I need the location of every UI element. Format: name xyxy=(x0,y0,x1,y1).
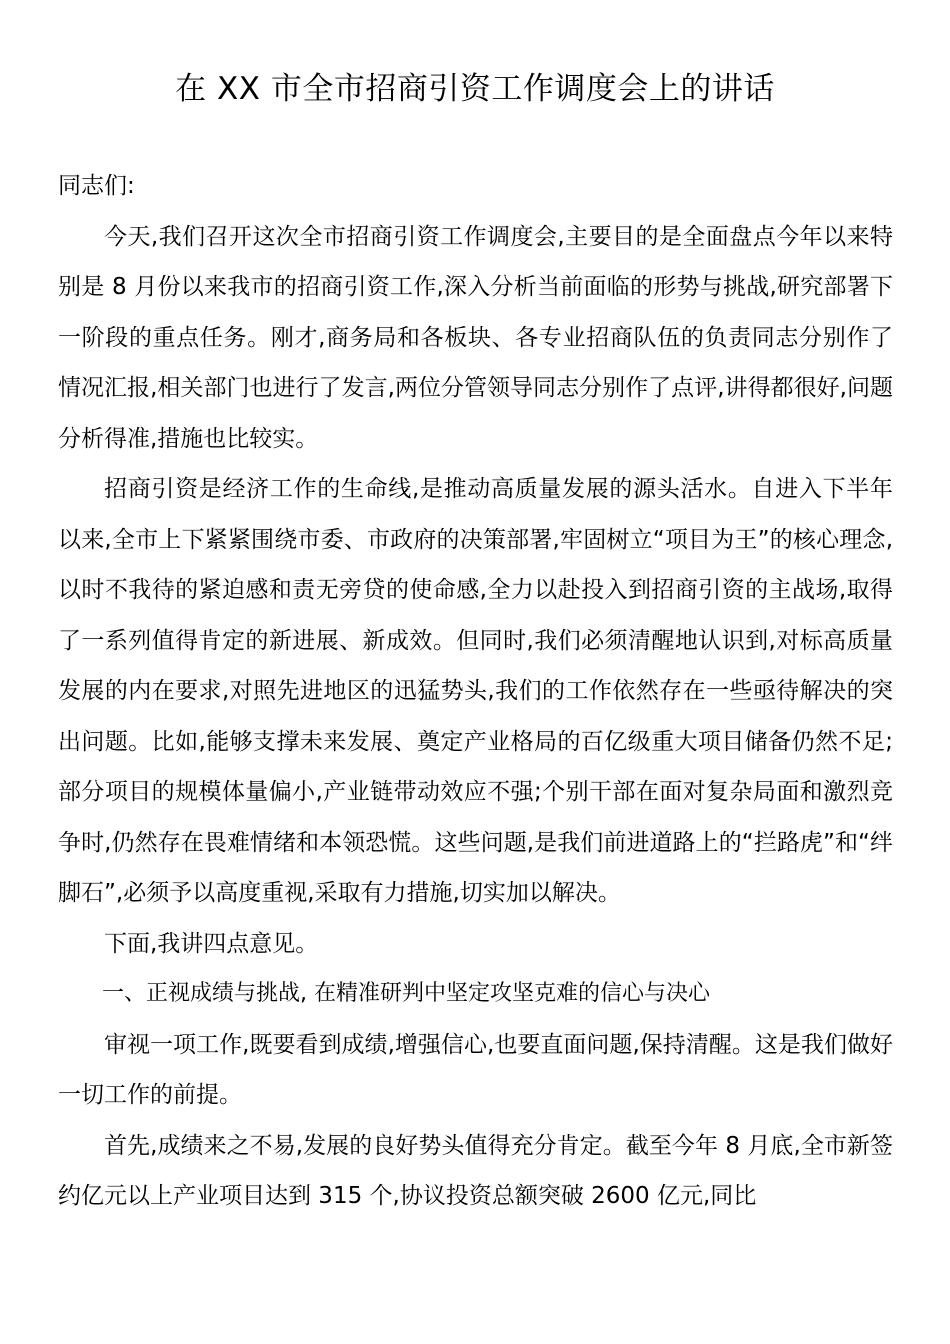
paragraph-achievements: 首先,成绩来之不易,发展的良好势头值得充分肯定。截至今年 8 月底,全市新签约亿元以上产业项目达到 315 个,协议投资总额突破 2600 亿元,同比 xyxy=(58,1132,893,1209)
paragraph-situation: 招商引资是经济工作的生命线,是推动高质量发展的源头活水。自进入下半年以来,全市上下紧紧围绕市委、市政府的决策部署,牢固树立“项目为王”的核心理念,以时不我待的紧迫感和责无旁贷的使命感,全力以赴投入到招商引资的主战场,取得了一系列值得肯定的新进展、新成效。但同时,我们必须清醒地认识到,对标高质量发展的内在要求,对照先进地区的迅猛势头,我们的工作依然存在一些亟待解决的突出问题。比如,能够支撑未来发展、奠定产业格局的百亿级重大项目储备仍然不足;部分项目的规模体量偏小,产业链带动效应不强;个别干部在面对复杂局面和激烈竞争时,仍然存在畏难情绪和本领恐慌。这些问题,是我们前进道路上的“拦路虎”和“绊脚石”,必须予以高度重视,采取有力措施,切实加以解决。 xyxy=(58,476,893,906)
document-body xyxy=(58,161,893,1222)
paragraph-transition: 下面,我讲四点意见。 xyxy=(104,930,319,957)
document-title: 在 XX 市全市招商引资工作调度会上的讲话 xyxy=(175,71,775,107)
salutation: 同志们: xyxy=(58,173,135,199)
section-heading: 一、正视成绩与挑战, 在精准研判中坚定攻坚克难的信心与决心 xyxy=(102,981,710,1006)
paragraph-section-intro: 审视一项工作,既要看到成绩,增强信心,也要直面问题,保持清醒。这是我们做好一切工作的前提。 xyxy=(58,1031,893,1108)
paragraph-opening: 今天,我们召开这次全市招商引资工作调度会,主要目的是全面盘点今年以来特别是 8 月份以来我市的招商引资工作,深入分析当前面临的形势与挑战,研究部署下一阶段的重点任务。刚才,商务局和各板块、各专业招商队伍的负责同志分别作了情况汇报,相关部门也进行了发言,两位分管领导同志分别作了点评,讲得都很好,问题分析得准,措施也比较实。 xyxy=(58,223,893,452)
